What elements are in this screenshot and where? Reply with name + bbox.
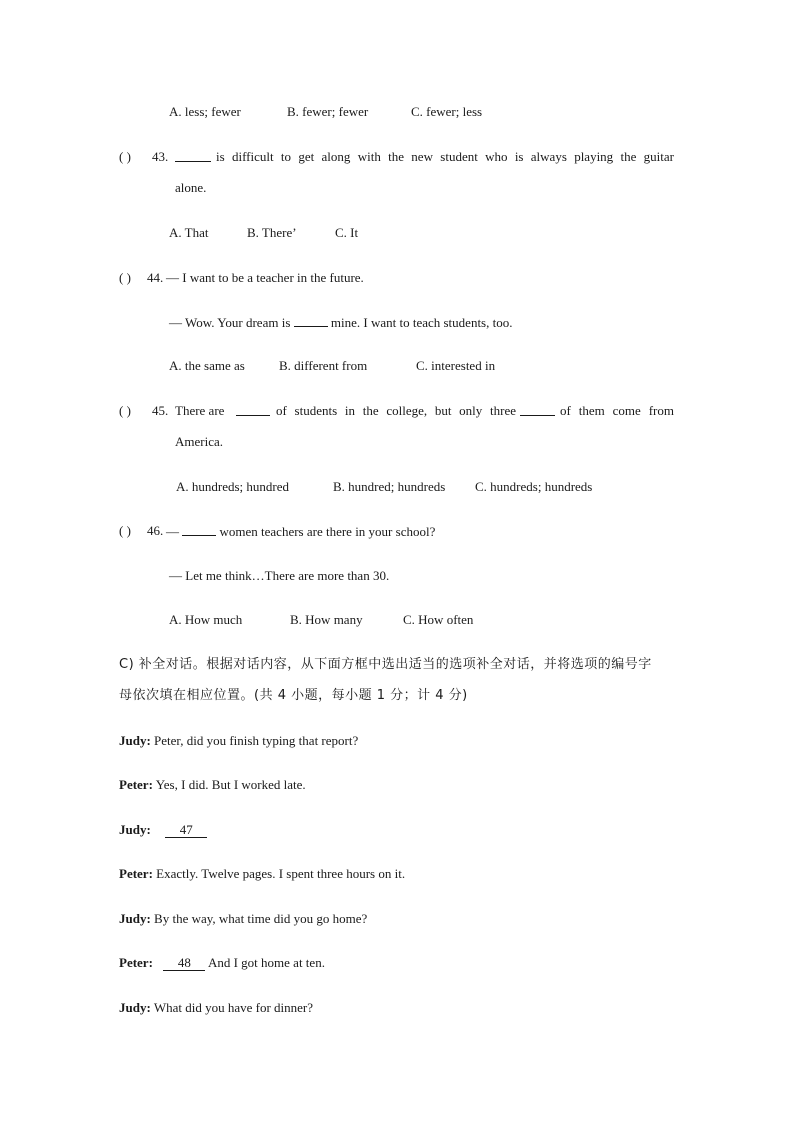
q44-line2-after: mine. I want to teach students, too.: [330, 315, 513, 330]
q45-number: 45.: [152, 403, 169, 418]
q45-text-part3: of them come from: [560, 403, 674, 418]
q46-number: 46.: [147, 523, 164, 538]
dialogue-line: [119, 733, 358, 749]
dialogue-line: [119, 866, 405, 882]
q46-paren: ( ): [119, 523, 131, 538]
q45-blank-1: [236, 403, 270, 420]
q44-paren: ( ): [119, 270, 131, 285]
q44-number: 44.: [147, 270, 164, 285]
speaker-name: Peter:: [119, 777, 153, 792]
q46-line1-after: women teachers are there in your school?: [219, 524, 436, 539]
dialogue-text: Yes, I did. But I worked late.: [155, 777, 306, 792]
q44-option-b: B. different from: [279, 358, 368, 373]
speaker-name: Judy:: [119, 822, 151, 837]
q45-text-line2: America.: [175, 434, 224, 449]
q43-blank: [175, 149, 211, 166]
q44-blank: [294, 314, 328, 327]
q46-option-b: B. How many: [290, 612, 363, 627]
dialogue-text: Peter, did you finish typing that report?: [154, 733, 359, 748]
q43-question-text: is difficult to get along with the new student who is always playing the guitar: [216, 149, 674, 164]
q42-option-a: A. less; fewer: [169, 104, 241, 119]
q45-text-part2: of students in the college, but only three: [276, 403, 516, 418]
q45-option-b: B. hundred; hundreds: [333, 479, 446, 494]
section-c-instructions-line2: 母依次填在相应位置。(共 4 小题，每小题 1 分；计 4 分): [119, 688, 468, 703]
q45-paren: ( ): [119, 403, 131, 418]
dialogue-text: Exactly. Twelve pages. I spent three hours on it.: [156, 866, 406, 881]
q44-dialogue-line2: [169, 314, 512, 331]
q44-line2-before: — Wow. Your dream is: [169, 315, 291, 330]
dialogue-text: And I got home at ten.: [207, 955, 325, 970]
speaker-name: Peter:: [119, 866, 153, 881]
q44-dialogue-line1: — I want to be a teacher in the future.: [166, 270, 364, 285]
q46-blank: [182, 523, 216, 536]
q43-paren: ( ): [119, 149, 131, 164]
q46-dialogue-line1: [166, 523, 435, 540]
speaker-name: Judy:: [119, 1000, 151, 1015]
speaker-name: Judy:: [119, 733, 151, 748]
dialogue-text: By the way, what time did you go home?: [154, 911, 368, 926]
dialogue-line: [119, 822, 207, 838]
q43-number: 43.: [152, 149, 169, 164]
q44-option-a: A. the same as: [169, 358, 245, 373]
speaker-name: Judy:: [119, 911, 151, 926]
q45-blank-2: [520, 403, 555, 420]
dialogue-line: [119, 911, 367, 927]
q46-dash: —: [166, 524, 179, 539]
speaker-name: Peter:: [119, 955, 153, 970]
q46-option-c: C. How often: [403, 612, 474, 627]
q43-option-a: A. That: [169, 225, 209, 240]
dialogue-text: What did you have for dinner?: [153, 1000, 314, 1015]
section-c-instructions-line1: C) 补全对话。根据对话内容，从下面方框中选出适当的选项补全对话，并将选项的编号字: [119, 657, 652, 672]
q45-text-part1: There are: [175, 403, 225, 418]
q43-question-text-line2: alone.: [175, 180, 207, 195]
q44-option-c: C. interested in: [416, 358, 496, 373]
answer-blank-48: 48: [163, 956, 205, 971]
q42-option-b: B. fewer; fewer: [287, 104, 369, 119]
q45-option-a: A. hundreds; hundred: [176, 479, 290, 494]
q42-option-c: C. fewer; less: [411, 104, 483, 119]
dialogue-line: [119, 777, 306, 793]
q43-option-c: C. It: [335, 225, 359, 240]
answer-blank-47: 47: [165, 823, 207, 838]
dialogue-line: [119, 1000, 313, 1016]
q45-option-c: C. hundreds; hundreds: [475, 479, 593, 494]
q43-option-b: B. There’: [247, 225, 297, 240]
dialogue-line: [119, 955, 325, 971]
q46-dialogue-line2: — Let me think…There are more than 30.: [169, 568, 390, 583]
q46-option-a: A. How much: [169, 612, 243, 627]
